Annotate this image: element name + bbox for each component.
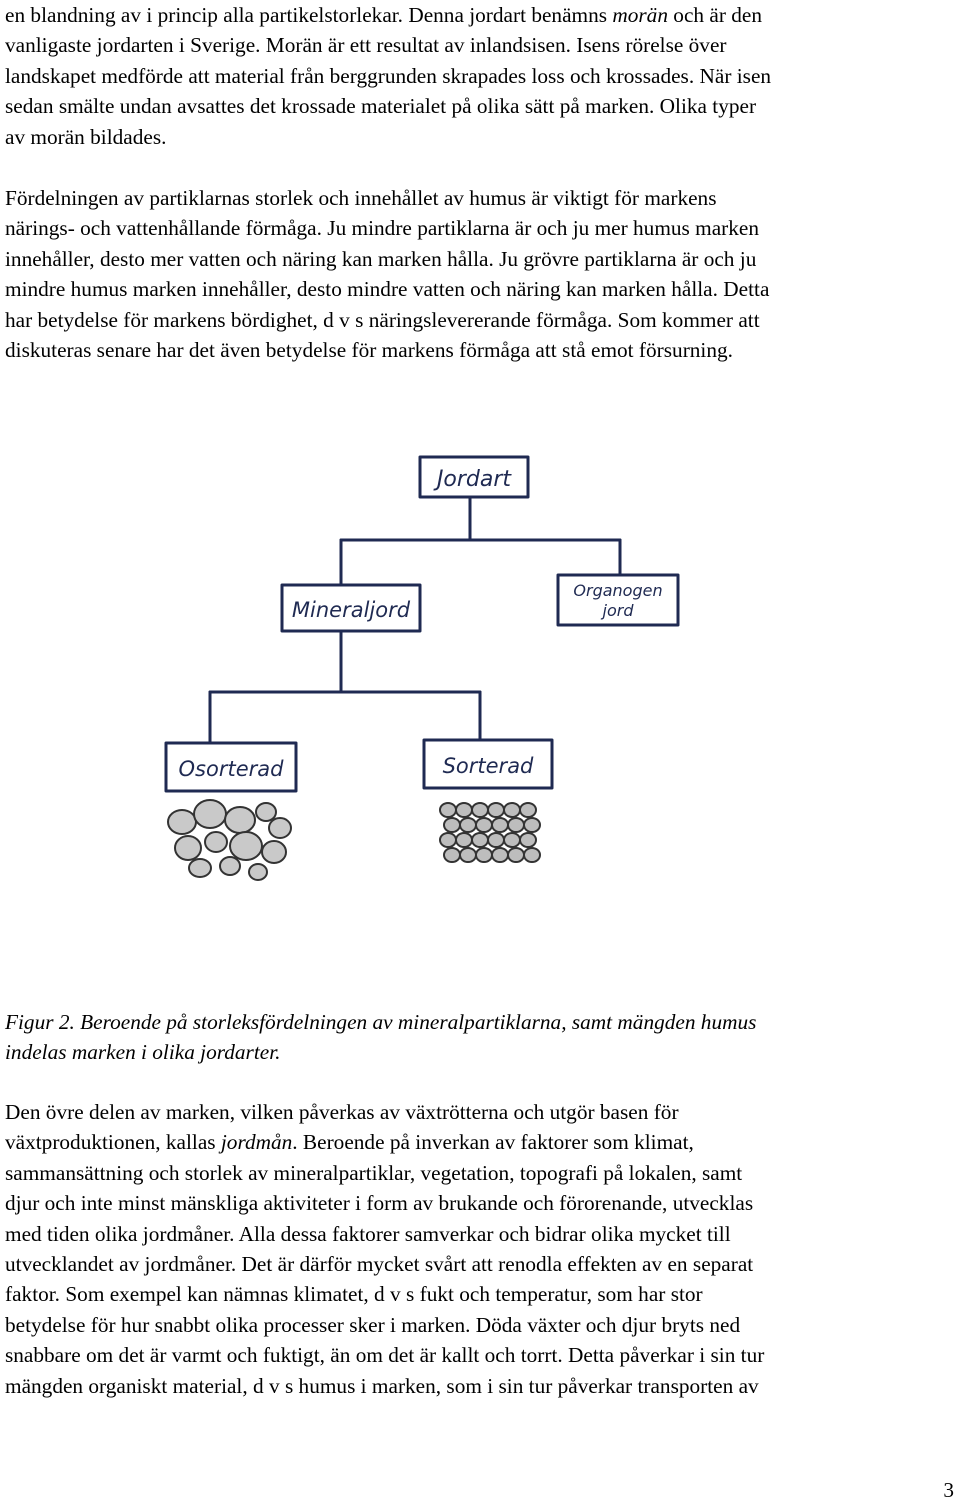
text-line: snabbare om det är varmt och fuktigt, än om det är kallt och torrt. Detta påverkar i sin tur (5, 1343, 765, 1368)
particle (460, 848, 476, 862)
text-line: mängden organiskt material, d v s humus i marken, som i sin tur påverkar transporten av (5, 1373, 759, 1398)
particle (520, 833, 536, 847)
particle (504, 833, 520, 847)
node-label-organogen: Organogen (573, 581, 663, 600)
node-label-mineraljord: Mineraljord (291, 598, 411, 622)
particle (476, 848, 492, 862)
particle (256, 803, 276, 821)
paragraph-particle-distribution (5, 183, 957, 365)
paragraph-jordman (5, 1097, 957, 1401)
text-line: djur och inte minst mänskliga aktiviteter i form av brukande och förorenande, utvecklas (5, 1191, 754, 1216)
particle (504, 803, 520, 817)
node-label-osorterad: Osorterad (178, 757, 284, 781)
particle (444, 818, 460, 832)
text-line: med tiden olika jordmåner. Alla dessa faktorer samverkar och bidrar olika mycket till (5, 1221, 731, 1246)
text-line: mindre humus marken innehåller, desto mindre vatten och näring kan marken hålla. Detta (5, 277, 770, 302)
particle (168, 810, 196, 834)
text-line: diskuteras senare har det även betydelse för markens förmåga att stå emot försurning. (5, 338, 733, 363)
text-line: närings- och vattenhållande förmåga. Ju mindre partiklarna är och ju mer humus marken (5, 216, 760, 241)
particle (460, 818, 476, 832)
particle (269, 818, 291, 838)
node-label-sorterad: Sorterad (442, 754, 534, 778)
text-line: Den övre delen av marken, vilken påverkas av växtrötterna och utgör basen för (5, 1100, 679, 1124)
text-line: Fördelningen av partiklarnas storlek och innehållet av humus är viktigt för markens (5, 186, 717, 210)
particle (492, 848, 508, 862)
text-line: vanligaste jordarten i Sverige. Morän är ett resultat av inlandsisen. Isens rörelse över (5, 33, 727, 58)
node-label-jord: jord (602, 601, 634, 620)
text-line: landskapet medförde att material från berggrunden skrapades loss och krossades. När isen (5, 63, 772, 88)
particle (189, 859, 211, 877)
particle (472, 803, 488, 817)
particle (444, 848, 460, 862)
particle (440, 803, 456, 817)
particle (194, 800, 226, 828)
particle (175, 836, 201, 860)
unsorted-particles (168, 800, 291, 880)
particle (524, 818, 540, 832)
text-line: betydelse för hur snabbt olika processer sker i marken. Döda växter och djur bryts ned (5, 1312, 741, 1337)
page-number: 3 (943, 1478, 954, 1502)
text-line: växtproduktionen, kallas jordmån. Beroende på inverkan av faktorer som klimat, (5, 1130, 694, 1155)
text-line: innehåller, desto mer vatten och näring kan marken hålla. Ju grövre partiklarna är och ju (5, 246, 757, 271)
particle (492, 818, 508, 832)
particle (225, 807, 255, 833)
particle (456, 833, 472, 847)
particle (520, 803, 536, 817)
text-line: av morän bildades. (5, 124, 167, 149)
text-line: indelas marken i olika jordarter. (5, 1040, 281, 1065)
particle (205, 832, 227, 852)
text-line: sammansättning och storlek av mineralpartiklar, vegetation, topografi på lokalen, samt (5, 1160, 743, 1185)
text-line: Figur 2. Beroende på storleksfördelningen av mineralpartiklarna, samt mängden humus (5, 1010, 757, 1034)
particle (508, 848, 524, 862)
particle (230, 832, 262, 860)
text-line: utvecklandet av jordmåner. Det är därför mycket svårt att renodla effekten av en separat (5, 1252, 754, 1277)
particle (249, 864, 267, 880)
figure-caption (5, 1007, 957, 1068)
particle (488, 833, 504, 847)
text-line: har betydelse för markens bördighet, d v s näringslevererande förmåga. Som kommer att (5, 307, 760, 332)
particle (262, 841, 286, 863)
sorted-particles (440, 803, 540, 862)
particle (476, 818, 492, 832)
particle (456, 803, 472, 817)
paragraph-moran (5, 0, 957, 152)
particle (440, 833, 456, 847)
text-line: en blandning av i princip alla partikelstorlekar. Denna jordart benämns morän och är den (5, 3, 763, 27)
soil-classification-diagram (130, 400, 830, 940)
text-line: sedan smälte undan avsattes det krossade materialet på olika sätt på marken. Olika typer (5, 94, 757, 119)
particle (508, 818, 524, 832)
particle (220, 857, 240, 875)
particle (472, 833, 488, 847)
particle (524, 848, 540, 862)
particle (488, 803, 504, 817)
node-label-jordart: Jordart (436, 467, 512, 492)
text-line: faktor. Som exempel kan nämnas klimatet, d v s fukt och temperatur, som har stor (5, 1282, 703, 1307)
